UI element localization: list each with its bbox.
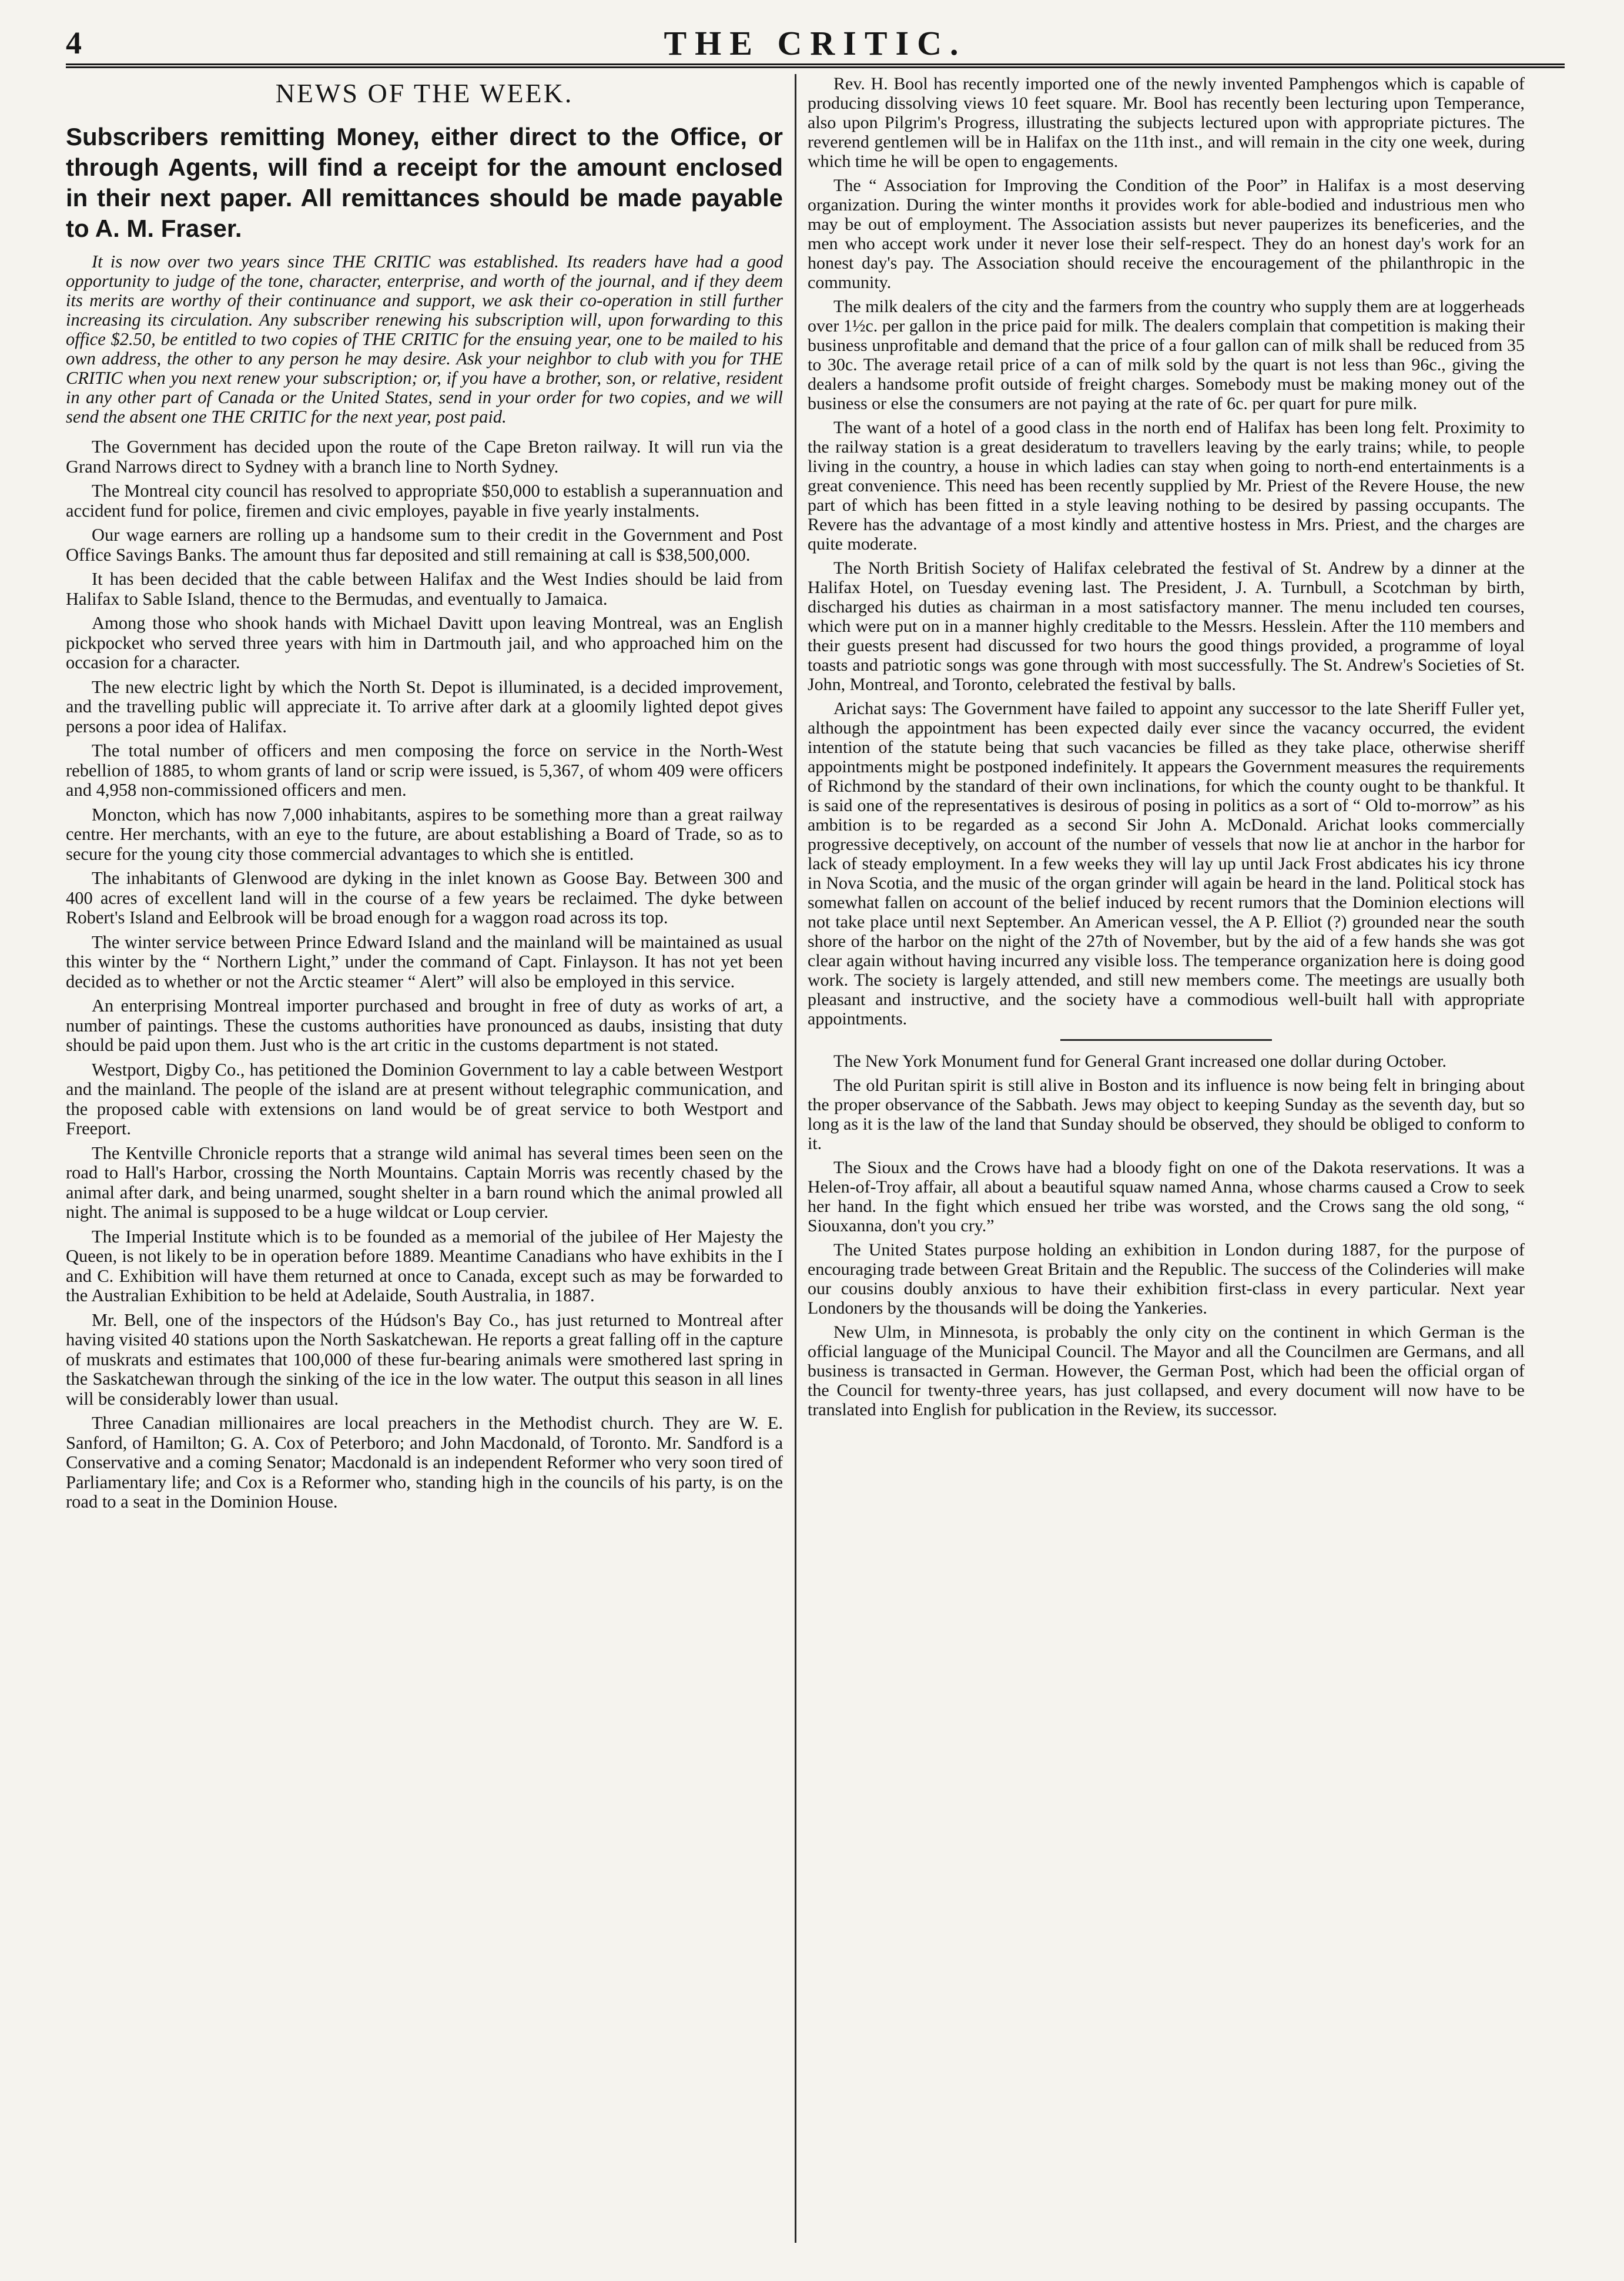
left-column — [66, 74, 783, 2243]
news-item: Moncton, which has now 7,000 inhabitants, aspires to be something more than a great railway centre. Her merchants, with an eye to the future, are about establishing a Board of Trade, so as to secure for the young city those commercial advantages to which she is entitled. — [66, 804, 783, 864]
news-item: The milk dealers of the city and the farmers from the country who supply them are at loggerheads over 1½c. per gallon in the price paid for milk. The dealers complain that competition is making their business unprofitable and demand that the price of a four gallon can of milk shall be reduced from 35 to 30c. The average retail price of a can of milk sold by the quart is not less than 96c., giving the dealers a handsome profit outside of freight charges. Somebody must be making money out of the business or else the consumers are not paying at the rate of 6c. per quart for pure milk. — [808, 297, 1525, 413]
news-item: The Kentville Chronicle reports that a strange wild animal has several times been seen on the road to Hall's Harbor, crossing the North Mountains. Captain Morris was recently chased by the animal after dark, and being unarmed, sought shelter in a barn round which the animal prowled all night. The animal is supposed to be a huge wildcat or Loup cervier. — [66, 1143, 783, 1222]
news-item: Arichat says: The Government have failed to appoint any successor to the late Sheriff Fuller yet, although the appointment has been expected daily ever since the vacancy occurred, the evident intention of the statute being that such vacancies be filled as they take place, otherwise sheriff appointments might be postponed indefinitely. It appears the Government measures the requirements of Richmond by the standard of their own inclinations, for which the county ought to be thankful. It is said one of the representatives is desirous of posing in politics as a sort of “ Old to-morrow” as his ambition is to be regarded as a second Sir John A. McDonald. Arichat looks commercially progressive deceptively, on account of the number of vessels that now lie at anchor in the harbor for lack of steady employment. In a few weeks they will lay up until Jack Frost abdicates his icy throne in Nova Scotia, and the music of the organ grinder will again be heard in the land. Political stock has somewhat fallen on account of the belief induced by recent rumors that the Dominion elections will not take place until next September. An American vessel, the A P. Elliot (?) grounded near the south shore of the harbor on the night of the 27th of November, but by the aid of a few hands she was got clear again without having incurred any visible loss. The temperance organization here is doing good work. The society is largely attended, and still new members come. The meetings are usually both pleasant and instructive, and the society have a commodious well-built hall with appropriate appointments. — [808, 699, 1525, 1029]
news-item: New Ulm, in Minnesota, is probably the only city on the continent in which German is the official language of the Municipal Council. The Mayor and all the Councilmen are Germans, and all business is transacted in German. However, the German Post, which had been the official organ of the Council for twenty-three years, has just collapsed, and every document will now have to be translated into English for publication in the Review, its successor. — [808, 1322, 1525, 1419]
columns — [66, 74, 1565, 2243]
news-item: The North British Society of Halifax celebrated the festival of St. Andrew by a dinner at the Halifax Hotel, on Tuesday evening last. The President, J. A. Turnbull, a Scotchman by birth, discharged his duties as chairman in a most satisfactory manner. The menu included ten courses, which were put on in a manner highly creditable to the Messrs. Hesslein. After the 110 members and their guests present had discussed for two hours the good things provided, a programme of loyal toasts and patriotic songs was gone through with most successfully. The St. Andrew's Societies of St. John, Montreal, and Toronto, celebrated the festival by balls. — [808, 558, 1525, 694]
news-item: The Sioux and the Crows have had a bloody fight on one of the Dakota reservations. It was a Helen-of-Troy affair, all about a beautiful squaw named Anna, whose charms caused a Crow to seek her hand. In the fight which ensued her tribe was worsted, and the Crows sang the old song, “ Siouxanna, don't you cry.” — [808, 1158, 1525, 1235]
news-item: Rev. H. Bool has recently imported one of the newly invented Pamphengos which is capable of producing dissolving views 10 feet square. Mr. Bool has recently been lecturing upon Temperance, also upon Pilgrim's Progress, illustrating the subjects lectured upon with appropriate pictures. The reverend gentlemen will be in Halifax on the 11th inst., and will remain in the city one week, during which time he will be open to engagements. — [808, 74, 1525, 171]
section-rule — [1060, 1039, 1272, 1041]
right-column — [808, 74, 1525, 2243]
newspaper-title: THE CRITIC. — [664, 24, 967, 62]
subscription-notice: Subscribers remitting Money, either direct to the Office, or through Agents, will find a receipt for the amount enclosed in their next paper. All remittances should be made payable to A. M. Fraser. — [66, 123, 783, 242]
news-item: The old Puritan spirit is still alive in Boston and its influence is now being felt in bringing about the proper observance of the Sabbath. Jews may object to keeping Sunday as the seventh day, but so long as it is the law of the land that Sunday should be observed, they should be obliged to conform to it. — [808, 1076, 1525, 1153]
news-item: The winter service between Prince Edward Island and the mainland will be maintained as usual this winter by the “ Northern Light,” under the command of Capt. Finlayson. It has not yet been decided as to whether or not the Arctic steamer “ Alert” will also be employed in this service. — [66, 932, 783, 992]
page-number: 4 — [66, 25, 82, 61]
news-item: The Imperial Institute which is to be founded as a memorial of the jubilee of Her Majesty the Queen, is not likely to be in operation before 1889. Meantime Canadians who have exhibits in the I and C. Exhibition will have them returned at once to Canada, except such as may be forwarded to the Australian Exhibition to be held at Adelaide, South Australia, in 1887. — [66, 1226, 783, 1305]
news-item: It has been decided that the cable between Halifax and the West Indies should be laid from Halifax to Sable Island, thence to the Bermudas, and eventually to Jamaica. — [66, 569, 783, 609]
masthead — [66, 25, 1565, 68]
news-item: Three Canadian millionaires are local preachers in the Methodist church. They are W. E. Sanford, of Hamilton; G. A. Cox of Peterboro; and John Macdonald, of Toronto. Mr. Sandford is a Conservative and a coming Senator; Macdonald is an independent Reformer who very soon tired of Parliamentary life; and Cox is a Reformer who, standing high in the councils of his party, is on the road to a seat in the Dominion House. — [66, 1413, 783, 1512]
news-item: Mr. Bell, one of the inspectors of the Húdson's Bay Co., has just returned to Montreal after having visited 40 stations upon the North Saskatchewan. He reports a great falling off in the capture of muskrats and estimates that 100,000 of these fur-bearing animals were smothered last spring in the Saskatchewan through the sinking of the ice in the low water. The output this season in all lines will be considerably lower than usual. — [66, 1309, 783, 1409]
news-item: The United States purpose holding an exhibition in London during 1887, for the purpose of encouraging trade between Great Britain and the Republic. The success of the Colinderies will make our cousins doubly anxious to have their exhibition first-class in every particular. Next year Londoners by the thousands will be doing the Yankeries. — [808, 1240, 1525, 1318]
subscription-promo: It is now over two years since THE CRITIC was established. Its readers have had a good opportunity to judge of the tone, character, enterprise, and worth of the journal, and if they deem its merits are worthy of their continuance and support, we ask their co-operation in still further increasing its circulation. Any subscriber renewing his subscription will, upon forwarding to this office $2.50, be entitled to two copies of THE CRITIC for the ensuing year, one to be mailed to his own address, the other to any person he may desire. Ask your neighbor to club with you for THE CRITIC when you next renew your subscription; or, if you have a brother, son, or relative, resident in any other part of Canada or the United States, send in your order for two copies, and we will send the absent one THE CRITIC for the next year, post paid. — [66, 252, 783, 427]
news-item: The total number of officers and men composing the force on service in the North-West rebellion of 1885, to whom grants of land or scrip were issued, is 5,367, of whom 409 were officers and 4,958 non-commissioned officers and men. — [66, 741, 783, 800]
newspaper-page — [66, 25, 1565, 2246]
news-item: An enterprising Montreal importer purchased and brought in free of duty as works of art, a number of paintings. These the customs authorities have pronounced as daubs, insisting that duty should be paid upon them. Just who is the art critic in the customs department is not stated. — [66, 996, 783, 1055]
news-item: The “ Association for Improving the Condition of the Poor” in Halifax is a most deserving organization. During the winter months it provides work for able-bodied and industrious men who may be out of employment. The Association assists but never pauperizes its beneficeries, and the men who accept work under it never lose their self-respect. They do an honest day's work for an honest day's pay. The Association should receive the encouragement of the philanthropic in the community. — [808, 176, 1525, 292]
column-divider — [795, 74, 796, 2243]
news-item: Among those who shook hands with Michael Davitt upon leaving Montreal, was an English pickpocket who served three years with him in Dartmouth jail, and who approached him on the occasion for a character. — [66, 613, 783, 672]
news-item: The inhabitants of Glenwood are dyking in the inlet known as Goose Bay. Between 300 and 400 acres of excellent land will in the course of a few years be reclaimed. The dyke between Robert's Island and Eelbrook will be broad enough for a waggon road across its top. — [66, 868, 783, 927]
news-item: Westport, Digby Co., has petitioned the Dominion Government to lay a cable between Westport and the mainland. The people of the island are at present without telegraphic communication, and the proposed cable with extensions on land would be of great service to both Westport and Freeport. — [66, 1059, 783, 1138]
news-item: The want of a hotel of a good class in the north end of Halifax has been long felt. Proximity to the railway station is a great desideratum to travellers leaving by the early trains; while, to people living in the country, a house in which ladies can stay when going to north-end entertainments is a great convenience. This need has been recently supplied by Mr. Priest of the Revere House, the new part of which has been fitted in a style leaving nothing to be desired by passing occupants. The Revere has the advantage of a most kindly and attentive hostess in Mrs. Priest, and the charges are quite moderate. — [808, 418, 1525, 554]
news-item: The new electric light by which the North St. Depot is illuminated, is a decided improvement, and the travelling public will appreciate it. To arrive after dark at a gloomily lighted depot gives persons a poor idea of Halifax. — [66, 676, 783, 736]
news-item: The New York Monument fund for General Grant increased one dollar during October. — [833, 1051, 1447, 1071]
news-item: Our wage earners are rolling up a handsome sum to their credit in the Government and Post Office Savings Banks. The amount thus far deposited and still remaining at call is $38,500,000. — [66, 525, 783, 565]
section-title: NEWS OF THE WEEK. — [275, 78, 574, 108]
news-item: The Government has decided upon the route of the Cape Breton railway. It will run via the Grand Narrows direct to Sydney with a branch line to North Sydney. — [66, 437, 783, 477]
news-item: The Montreal city council has resolved to appropriate $50,000 to establish a superannuation and accident fund for police, firemen and civic employes, payable in five yearly instalments. — [66, 481, 783, 521]
